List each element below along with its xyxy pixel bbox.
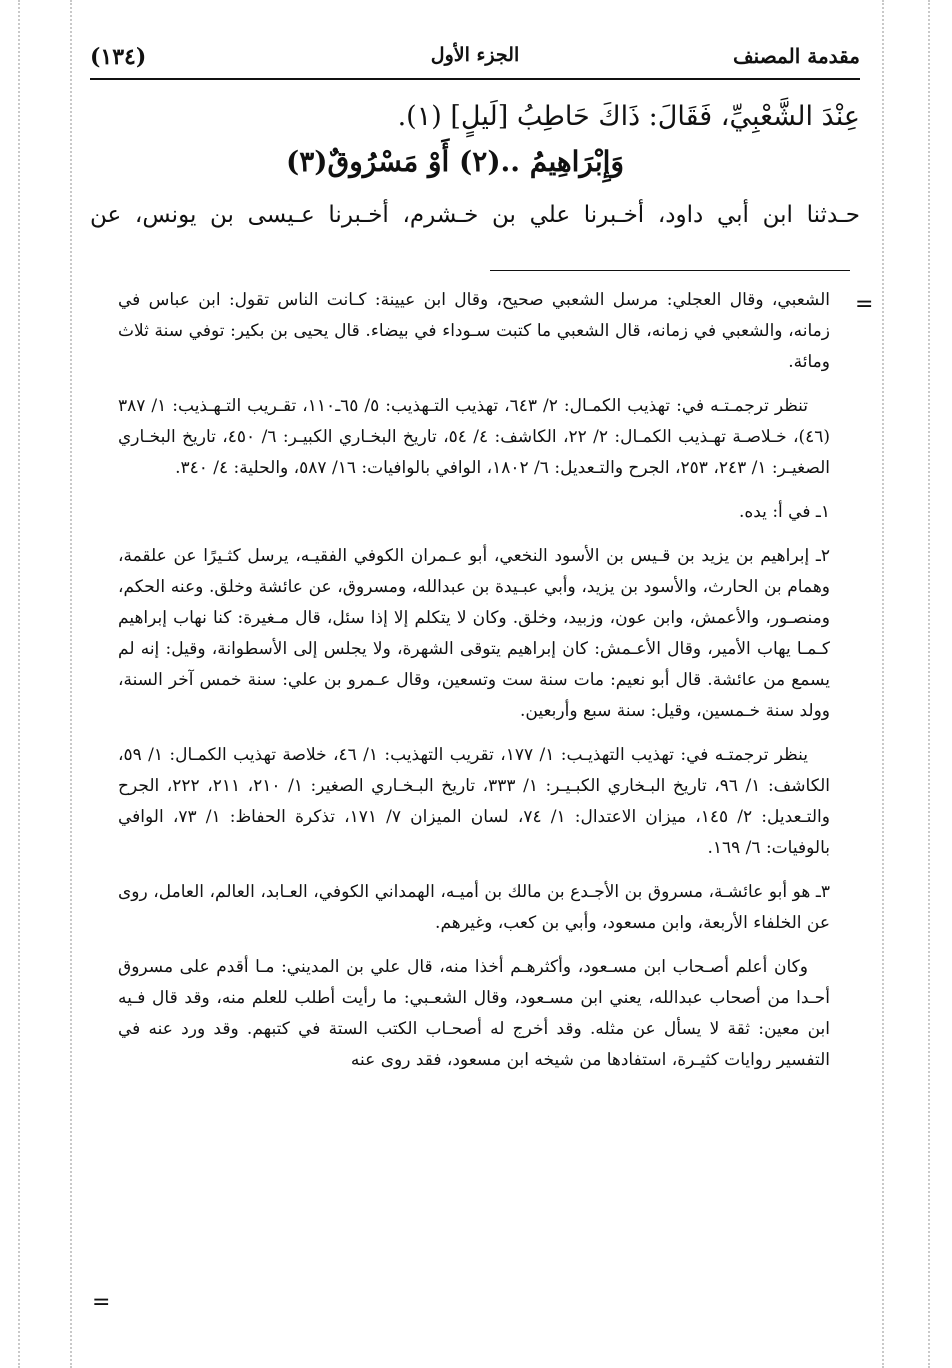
footnote-paragraph: وكان أعلم أصـحاب ابن مسـعود، وأكثرهـم أخذا منه، قال علي بن المديني: مـا أقدم على مسروق أحـدا من أصحاب عبدالله، يعني ابن مسـعود، وقال الشعـبي: ما رأيت أطلب للعلم منه، وقد قال فـيه ابن معين: ثقة لا يسأل عن مثله. وقد أخرج له أصحـاب الكتب الستة في كتبهم. وقد ورد عنه في التفسير روايات كثيـرة، استفادها من شيخه ابن مسعود، فقد روى عنه bbox=[118, 957, 830, 1070]
footnotes bbox=[118, 285, 830, 1089]
continuation-mark: = bbox=[92, 1290, 111, 1315]
section-title: مقدمة المصنف bbox=[732, 44, 860, 68]
main-heading-line: وَإِبْرَاهِيمُ ..(٢) أَوْ مَسْرُوقٌ(٣) bbox=[286, 145, 624, 178]
scan-dotted-line bbox=[18, 0, 20, 1368]
footnote-paragraph: ٢ـ إبراهيم بن يزيد بن قـيس بن الأسود النخعي، أبو عـمران الكوفي الفقيـه، يرسل كثـيرًا عن علقمة، وهمام بن الحارث، والأسود بن يزيد، وأبي عبـيدة بن عبدالله، ومسروق، عن عائشة وخلق. وعنه الحكم، ومنصـور، والأعمش، وابن عون، وزبيد، وخلق. وكان لا يتكلم إلا إذا سئل، قال مـغيرة: كنا نهاب إبراهيم كـمـا يهاب الأمير، وقال الأعـمش: كان إبراهيم يتوقى الشهرة، ولا يجلس إلى الأسطوانة، وقيل: إنه لم يسمع من عائشة. قال أبو نعيم: مات سنة ست وتسعين، وقال عـمرو بن علي: سنة خمس آخر السنة، وولد سنة خـمسين، وقيل: سنة سبع وأربعين. bbox=[118, 546, 830, 721]
page-number: (١٣٤) bbox=[90, 44, 147, 70]
main-line: عِنْدَ الشَّعْبِيِّ، فَقَالَ: ذَاكَ حَاطِبُ [لَيلٍ] (١). bbox=[397, 101, 860, 132]
scan-dotted-line bbox=[928, 0, 930, 1368]
footnote-paragraph: ٣ـ هو أبو عائشـة، مسروق بن الأجـدع بن مالك بن أميـه، الهمداني الكوفي، العـابد، العالم، العامل، روى عن الخلفاء الأربعة، وابن مسعود، وأبي بن كعب، وغيرهم. bbox=[118, 882, 830, 933]
volume-title: الجزء الأول bbox=[430, 44, 520, 66]
footnote-paragraph: تنظر ترجمـتـه في: تهذيب الكمـال: ٢/ ٦٤٣، تهذيب التـهذيب: ٥/ ٦٥ـ١١٠، تقـريب التـهـذيب: ١/ ٣٨٧ (٤٦)، خـلاصـة تهـذيب الكمـال: ٢/ ٢٢، الكاشف: ٤/ ٥٤، تاريخ البخـاري الكبيـر: ٦/ ٤٥٠، تاريخ البخـاري الصغيـر: ١/ ٢٤٣، ٢٥٣، الجرح والتـعديل: ٦/ ١٨٠٢، الوافي بالوافيات: ١٦/ ٥٨٧، والحلية: ٤/ ٣٤٠. bbox=[118, 396, 831, 478]
continuation-mark: = bbox=[855, 292, 874, 317]
main-line: حـدثنا ابن أبي داود، أخـبرنا علي بن خـشرم، أخـبرنا عـيسى بن يونس، عن bbox=[90, 202, 860, 228]
scan-dotted-line bbox=[882, 0, 884, 1368]
scan-dotted-line bbox=[70, 0, 72, 1368]
page-header bbox=[90, 40, 860, 78]
footnote-paragraph: ينظر ترجمتـه في: تهذيب التهذيـب: ١/ ١٧٧، تقريب التهذيب: ١/ ٤٦، خلاصة تهذيب الكمـال: ١/ ٥٩، الكاشف: ١/ ٩٦، تاريخ البـخاري الكبـيـر: ١/ ٣٣٣، تاريخ البـخـاري الصغير: ١/ ٢١٠، ٢١١، ٢٢٢، الجرح والتـعديل: ٢/ ١٤٥، ميزان الاعتدال: ١/ ٧٤، لسان الميزان ٧/ ١٧١، تذكرة الحفاظ: ١/ ٧٣، الوافي بالوفيات: ٦/ ١٦٩. bbox=[118, 745, 830, 858]
main-text bbox=[90, 95, 860, 237]
footnote-paragraph: الشعبي، وقال العجلي: مرسل الشعبي صحيح، وقال ابن عيينة: كـانت الناس تقول: ابن عباس في زمانه، والشعبي في زمانه، قال الشعبي ما كتبت سـوداء في بيضاء. قال يحيى بن بكير: توفي سنة ثلاث ومائة. bbox=[118, 290, 830, 372]
footnote-separator bbox=[490, 270, 850, 271]
header-rule bbox=[90, 78, 860, 80]
footnote-paragraph: ١ـ في أ: يده. bbox=[738, 502, 830, 522]
